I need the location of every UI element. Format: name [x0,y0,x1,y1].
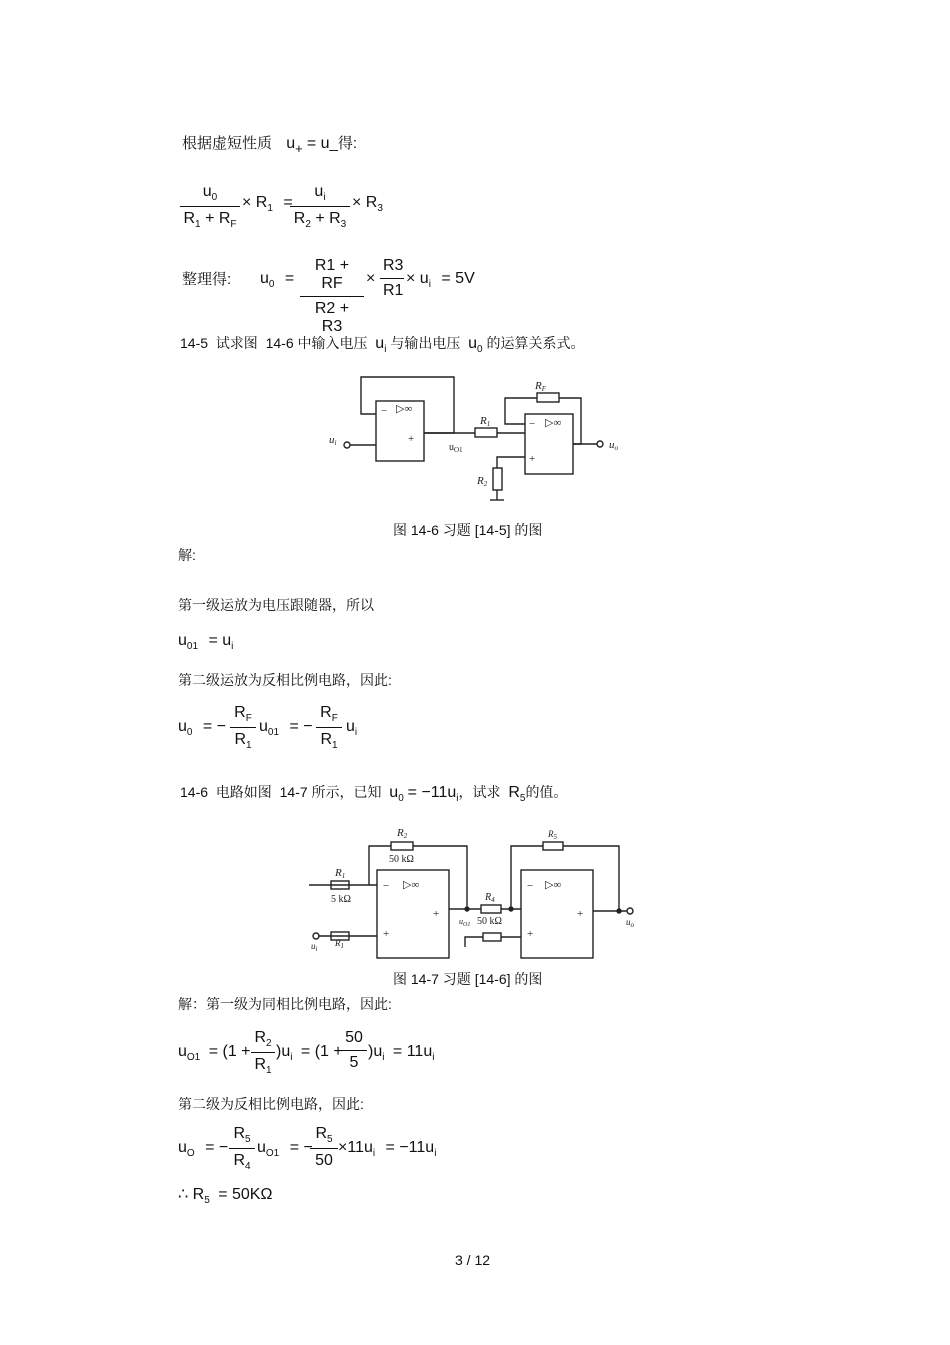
eq5-fraction-2: $\frac{50}{5}$ [341,1029,367,1072]
label-r2-value: 50 kΩ [389,854,414,865]
svg-text:+: + [577,908,584,920]
problem-14-6: 14-6 电路如图 14-7 所示，已知 $u_0 = -11u_i$，试求 $R_5$的值。 [180,784,568,804]
equation-3: $u_{01} = u_i$ [178,632,234,652]
caption-fig-14-6: 图 14-6 习题 [14-5] 的图 [393,522,543,538]
eq6-lhs: $u_O$ = − [178,1139,229,1159]
svg-text:−: − [527,880,534,892]
label-r1-value: 5 kΩ [331,894,351,905]
solution-14-6: 解：第一级为同相比例电路，因此: [178,996,392,1012]
label-ui: u [329,434,335,446]
eq2-tail: × $u_i = 5V$ [406,270,475,290]
svg-text:R2: R2 [397,827,408,840]
svg-text:+: + [408,433,415,445]
svg-text:+: + [529,453,536,465]
svg-text:−: − [381,405,388,417]
resistor-r2 [493,468,502,490]
line-second-stage: 第二级运放为反相比例电路，因此: [178,672,392,688]
label-rf: R [535,380,542,392]
label-uo1: u [449,442,454,453]
line-second-stage-b: 第二级为反相比例电路，因此: [178,1096,364,1112]
resistor-rf [537,393,559,402]
label-r4-value: 50 kΩ [477,916,502,927]
eq4-tail: $u_i$ [346,718,358,738]
circuit-figure-14-6 [325,372,635,512]
line-virtual-short: 根据虚短性质 u+ = u_得: [182,135,358,156]
svg-text:R1: R1 [335,867,346,880]
svg-text:ui: ui [329,434,337,447]
svg-text:RF: RF [535,380,547,393]
label-r1: R [480,415,487,427]
opamp-2-symbol: ▷∞ [545,417,562,429]
eq4-fraction-2: $\frac{R_F}{R_1}$ [316,704,342,751]
svg-text:ui: $u_i$ [311,941,318,953]
resistor-r3 [483,933,501,941]
svg-text:R5: $R_5$ [548,829,557,841]
eq1-lhs-fraction: $\frac{u_0}{R_1 + R_F}$ [180,183,240,230]
eq2-fraction-2: $\frac{R3}{R1}$ [380,257,404,300]
eq6-tail: $\times 11u_i = -11u_i$ [338,1139,437,1159]
resistor-r1 [475,428,497,437]
svg-text:+: + [383,928,390,940]
label-r2: R [477,475,484,487]
svg-text:+: + [433,908,440,920]
svg-text:−: − [529,418,536,430]
eq1-mid: × $R_1$ = [242,194,293,214]
eq4-lhs: $u_0$ = − [178,718,227,738]
svg-text:−: − [383,880,390,892]
eq1-rhs-fraction: $\frac{u_i}{R_2 + R_3}$ [290,183,350,230]
eq6-fraction-1: $\frac{R_5}{R_4}$ [229,1125,255,1172]
resistor-r5 [543,842,563,850]
svg-text:R1: $R_1$ [335,938,344,950]
eq5-fraction-1: $\frac{R_2}{R_1}$ [251,1029,275,1076]
resistor-r2 [391,842,413,850]
caption-fig-14-7: 图 14-7 习题 [14-6] 的图 [393,971,543,987]
svg-text:uo: uo [609,439,618,452]
eq2-fraction-1: $\frac{R1 + RF}{R2 + R3}$ [300,257,364,336]
eq5-mid: )$u_i = (1$ + [276,1043,343,1063]
eq2-times: × [366,270,376,287]
page-number: 3 / 12 [455,1252,491,1268]
line-arrange: 整理得: [182,271,232,288]
svg-text:+: + [527,928,534,940]
resistor-r4 [481,905,501,913]
line-first-stage: 第一级运放为电压跟随器，所以 [178,597,374,613]
eq6-mid: $u_{O1}$ = − [257,1139,313,1159]
solution-label: 解: [178,547,196,563]
svg-text:R4: $R_4$ [485,892,495,904]
circuit-figure-14-7 [305,825,645,965]
eq1-tail: × $R_3$ [352,194,383,214]
svg-text:R1: R1 [480,415,491,428]
equation-7: ∴ $R_5 = 50K\Omega$ [178,1186,273,1206]
problem-14-5: 14-5 试求图 14-6 中输入电压 $u_i$ 与输出电压 $u_0$ 的运算关系式。 [180,335,585,355]
eq5-lhs: $u_{O1} = (1$ + [178,1043,251,1063]
opamp-1-symbol: ▷∞ [403,879,420,891]
eq4-fraction-1: $\frac{R_F}{R_1}$ [230,704,256,751]
svg-text:uO1: $u_{O1}$ [459,917,471,928]
svg-text:uO1: $u_{O1}$ [449,442,463,454]
eq2-lhs: $u_0$ = [260,270,295,290]
label-uo: u [609,439,615,451]
opamp-1-symbol: ▷∞ [396,403,413,415]
svg-text:uo: $u_o$ [626,917,634,929]
svg-text:R2: R2 [477,475,488,488]
eq6-fraction-2: $\frac{R_5}{50}$ [310,1125,338,1170]
eq5-tail: )$u_i = 11u_i$ [368,1043,435,1063]
opamp-2-symbol: ▷∞ [545,879,562,891]
eq4-mid: $u_{01}$ = − [259,718,313,738]
